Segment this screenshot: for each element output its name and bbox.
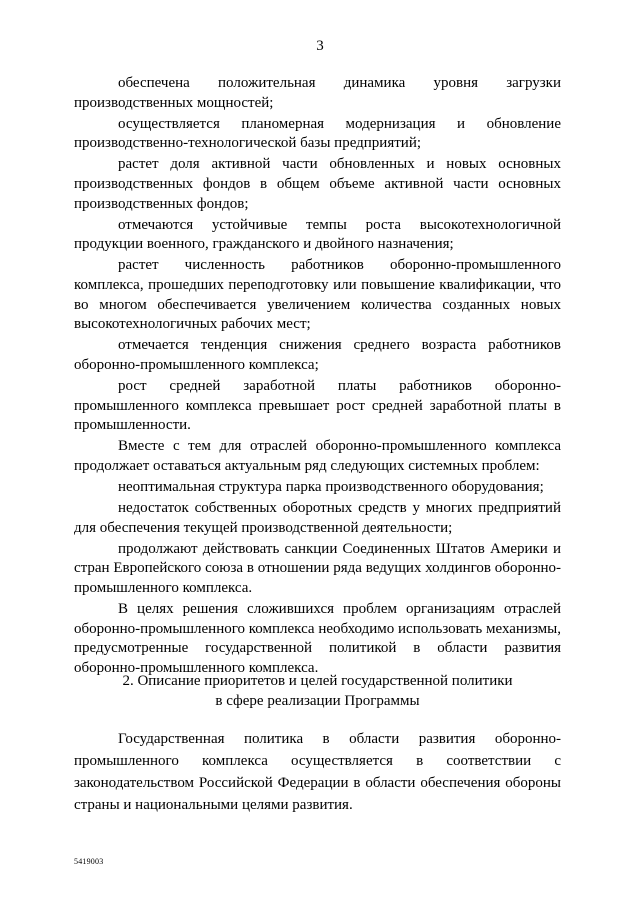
paragraph-production-capacity: обеспечена положительная динамика уровня загрузки производственных мощностей; [74, 75, 561, 111]
paragraph-wages: рост средней заработной платы работников оборонно-промышленного комплекса превышает рост средней заработной платы в промышленности. [74, 377, 561, 434]
page-number: 3 [316, 38, 324, 54]
paragraph-modernization: осуществляется планомерная модернизация и обновление производственно-технологической базы предприятий; [74, 115, 561, 152]
body-text [74, 74, 561, 680]
paragraph-fixed-assets: растет доля активной части обновленных и новых основных производственных фондов в общем объеме активной части основных производственных фондов; [74, 156, 561, 212]
paragraph-systemic-problems: Вместе с тем для отраслей оборонно-промышленного комплекса продолжает оставаться актуальным ряд следующих системных проблем: [74, 438, 561, 474]
paragraph-state-policy: Государственная политика в области развития оборонно-промышленного комплекса осуществляется в соответствии с законодательством Российской Федерации в области обеспечения обороны страны и национальными целями развития. [74, 731, 561, 813]
document-code: 5419003 [74, 857, 104, 866]
paragraph-sanctions: продолжают действовать санкции Соединенных Штатов Америки и стран Европейского союза в отношении ряда ведущих холдингов оборонно-промышленного комплекса. [74, 540, 561, 596]
section-heading [74, 672, 561, 711]
section-text [74, 728, 561, 816]
paragraph-solutions: В целях решения сложившихся проблем организациям отраслей оборонно-промышленного комплекса необходимо использовать механизмы, предусмотренные государственной политикой в области развития оборонно-промышленного комплекса. [74, 600, 561, 676]
paragraph-workforce-training: растет численность работников оборонно-промышленного комплекса, прошедших переподготовку или повышение квалификации, что во многом обеспечивается увеличением количества созданных новых высокотехнологичных рабочих мест; [74, 257, 561, 333]
section-heading-line-1: 2. Описание приоритетов и целей государственной политики [122, 673, 513, 689]
paragraph-hightech-output: отмечаются устойчивые темпы роста высокотехнологичной продукции военного, гражданского и двойного назначения; [74, 216, 561, 253]
paragraph-working-capital: недостаток собственных оборотных средств у многих предприятий для обеспечения текущей производственной деятельности; [74, 499, 561, 536]
paragraph-equipment-structure: неоптимальная структура парка производственного оборудования; [118, 478, 544, 495]
paragraph-average-age: отмечается тенденция снижения среднего возраста работников оборонно-промышленного комплекса; [74, 337, 561, 373]
section-heading-line-2: в сфере реализации Программы [215, 692, 420, 709]
